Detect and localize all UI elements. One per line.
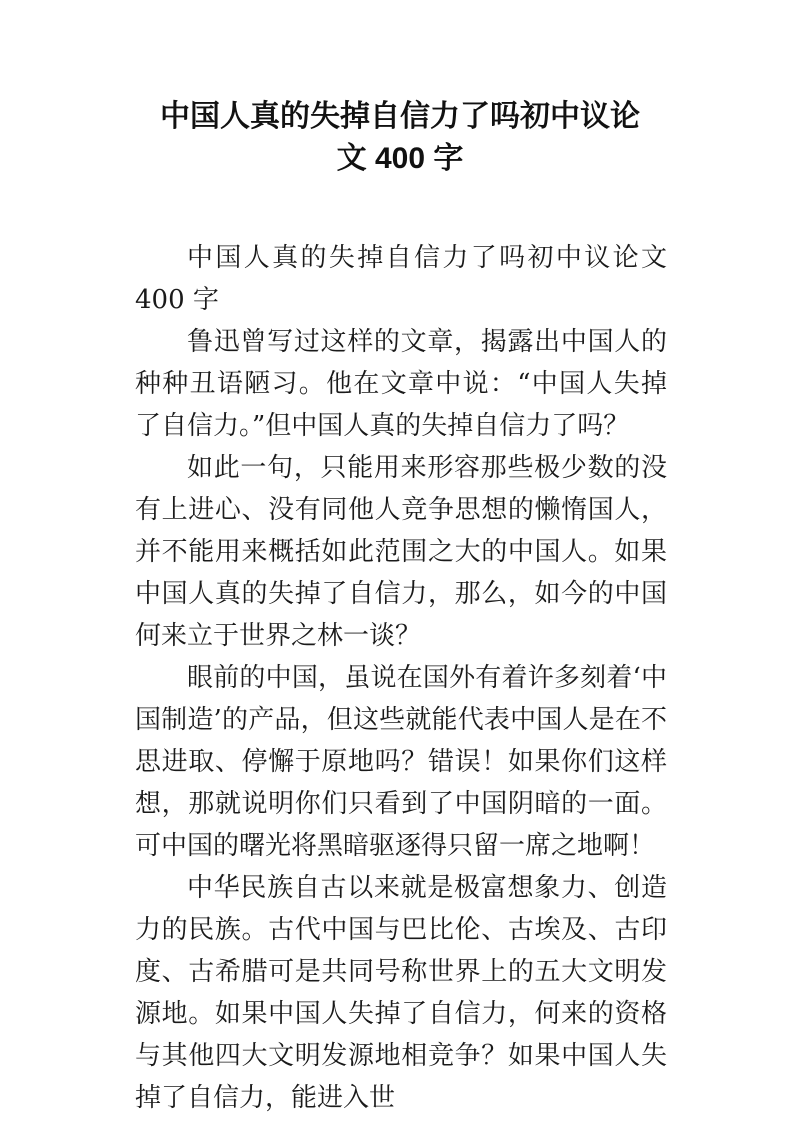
paragraph-2: 如此一句，只能用来形容那些极少数的没有上进心、没有同他人竞争思想的懒惰国人，并不能用来概括如此范围之大的中国人。如果中国人真的失掉了自信力，那么，如今的中国何来立于世界之林一谈？ xyxy=(135,453,667,651)
document-title xyxy=(100,96,700,180)
paragraph-1: 鲁迅曾写过这样的文章，揭露出中国人的种种丑语陋习。他在文章中说：“中国人失掉了自信力。”但中国人真的失掉自信力了吗？ xyxy=(135,327,667,441)
paragraph-subtitle: 中国人真的失掉自信力了吗初中议论文 400 字 xyxy=(135,243,667,315)
title-line-2: 文 400 字 xyxy=(336,142,464,175)
paragraph-3: 眼前的中国，虽说在国外有着许多刻着‘中国制造’的产品，但这些就能代表中国人是在不思进取、停懈于原地吗？错误！如果你们这样想，那就说明你们只看到了中国阴暗的一面。可中国的曙光将黑暗驱逐得只留一席之地啊！ xyxy=(135,663,667,861)
document-body xyxy=(135,237,667,1119)
title-line-1: 中国人真的失掉自信力了吗初中议论 xyxy=(160,100,640,133)
paragraph-4: 中华民族自古以来就是极富想象力、创造力的民族。古代中国与巴比伦、古埃及、古印度、古希腊可是共同号称世界上的五大文明发源地。如果中国人失掉了自信力，何来的资格与其他四大文明发源地相竞争？如果中国人失掉了自信力，能进入世 xyxy=(135,873,667,1113)
